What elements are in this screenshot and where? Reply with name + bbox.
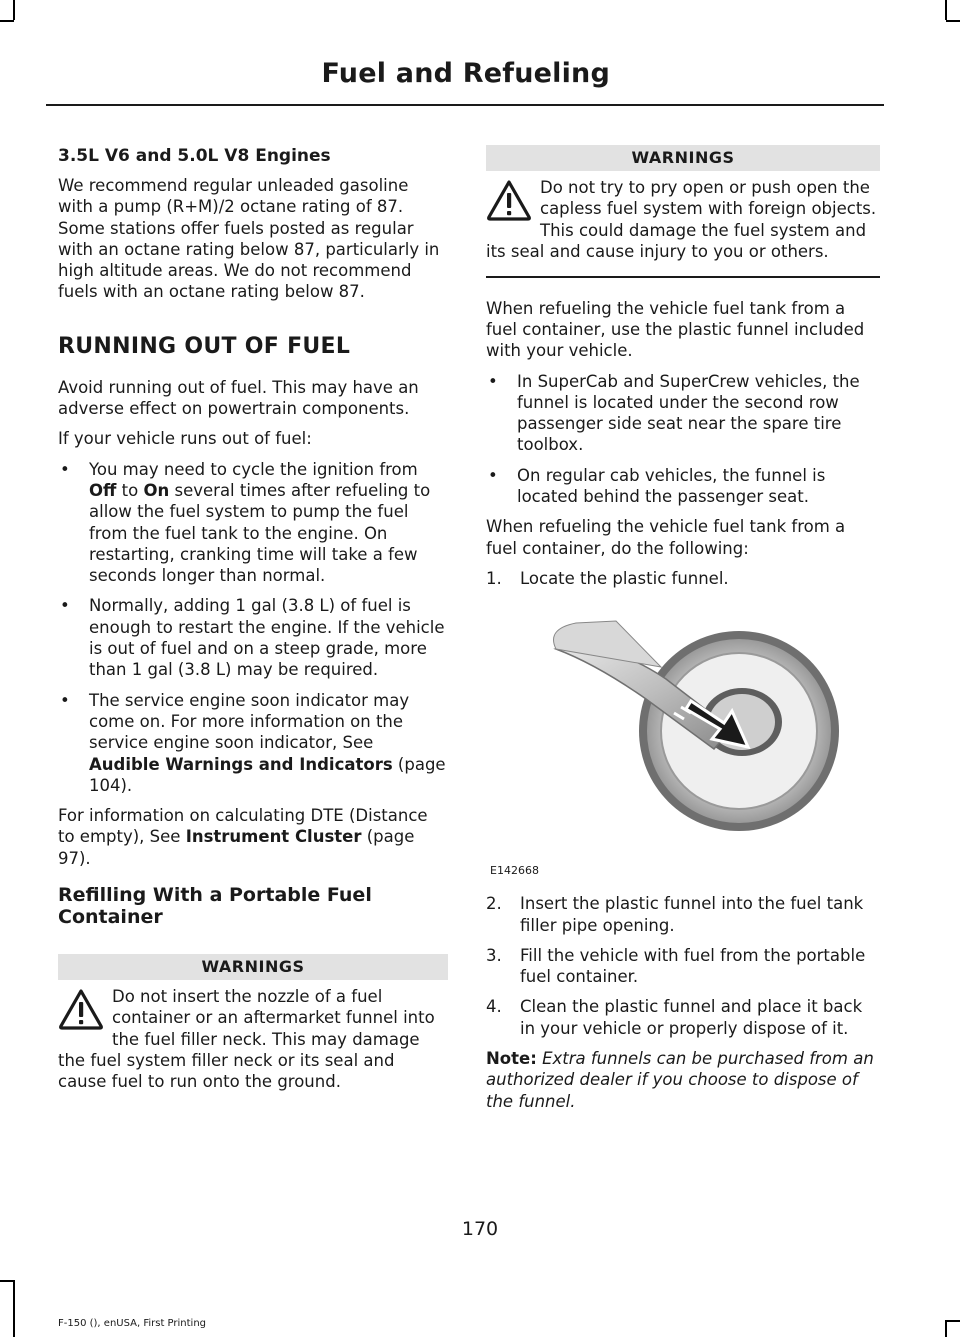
off-term: Off xyxy=(89,480,117,500)
step-text: Locate the plastic funnel. xyxy=(520,568,729,588)
steps-list-2 xyxy=(486,893,880,1039)
warnings-header: WARNINGS xyxy=(486,145,880,171)
step-text: Fill the vehicle with fuel from the portable fuel container. xyxy=(520,945,866,987)
dte-paragraph xyxy=(58,805,448,869)
text: several times after refueling to allow the fuel system to pump the fuel from the fuel tank to the engine. On restarting, cranking time will take a few seconds longer than normal. xyxy=(89,480,431,586)
step-text: Clean the plastic funnel and place it back in your vehicle or properly dispose of it. xyxy=(520,997,863,1038)
cross-reference-link[interactable]: Audible Warnings and Indicators xyxy=(89,754,393,774)
warning-triangle-icon xyxy=(486,179,532,221)
following-paragraph: When refueling the vehicle fuel tank from a fuel container, do the following: xyxy=(486,517,846,558)
right-column xyxy=(486,145,880,1121)
refill-heading: Refilling With a Portable Fuel Container xyxy=(58,884,372,929)
note-label: Note: xyxy=(486,1049,537,1069)
funnel-paragraph: When refueling the vehicle fuel tank from a fuel container, use the plastic funnel included with your vehicle. xyxy=(486,298,865,361)
steps-list-1 xyxy=(486,568,880,589)
list-item xyxy=(486,996,880,1039)
text: The service engine soon indicator may come on. For more information on the service engine soon indicator, See xyxy=(89,690,410,753)
step-number: 2. xyxy=(486,894,502,914)
footer-text: F-150 (), enUSA, First Printing xyxy=(58,1318,207,1329)
text: to xyxy=(116,480,144,500)
note-text: Extra funnels can be purchased from an authorized dealer if you choose to dispose of the funnel. xyxy=(486,1049,874,1111)
crop-mark xyxy=(946,1320,960,1322)
list-item xyxy=(486,945,880,988)
crop-mark xyxy=(13,0,15,20)
step-text: Insert the plastic funnel into the fuel tank filler pipe opening. xyxy=(520,894,864,935)
text: You may need to cycle the ignition from xyxy=(89,459,418,479)
warnings-header: WARNINGS xyxy=(58,954,448,980)
text: For information on calculating DTE (Distance to empty), See xyxy=(58,806,428,847)
crop-mark xyxy=(945,0,947,20)
page-number: 170 xyxy=(461,1218,499,1240)
engines-paragraph: We recommend regular unleaded gasoline with a pump (R+M)/2 octane rating of 87. Some stations offer fuels posted as regular with an octane rating below 87, particularly in high altitude areas. We do not recommend fuels with an octane rating below 87. xyxy=(58,176,440,302)
step-number: 1. xyxy=(486,568,502,588)
left-column xyxy=(58,145,448,1093)
list-item xyxy=(486,568,880,589)
header-rule xyxy=(46,104,884,106)
text: (page 97). xyxy=(58,827,415,868)
funnel-illustration-image xyxy=(486,619,880,859)
list-item: • On regular cab vehicles, the funnel is located behind the passenger seat. xyxy=(486,465,880,508)
list-item: • In SuperCab and SuperCrew vehicles, the funnel is located under the second row passenger side seat near the spare tire toolbox. xyxy=(486,371,880,456)
on-term: On xyxy=(143,480,170,500)
avoid-paragraph: Avoid running out of fuel. This may have an adverse effect on powertrain components. xyxy=(58,377,419,419)
warning-box xyxy=(486,177,880,262)
list-item xyxy=(486,893,880,936)
funnel-location-list xyxy=(486,371,880,508)
funnel-illustration xyxy=(486,619,880,881)
runs-out-list xyxy=(58,459,448,796)
figure-id: E142668 xyxy=(490,863,539,877)
list-item: • Normally, adding 1 gal (3.8 L) of fuel is enough to restart the engine. If the vehicle is out of fuel and on a steep grade, more than 1 gal (3.8 L) may be required. xyxy=(58,595,448,680)
cross-reference-link[interactable]: Instrument Cluster xyxy=(185,827,362,847)
runs-out-intro: If your vehicle runs out of fuel: xyxy=(58,429,312,449)
list-item xyxy=(58,690,448,796)
section-heading: RUNNING OUT OF FUEL xyxy=(58,333,351,359)
crop-mark xyxy=(946,20,960,22)
page-title: Fuel and Refueling xyxy=(321,58,610,89)
crop-mark xyxy=(0,1280,14,1282)
warning-text: Do not try to pry open or push open the capless fuel system with foreign objects. This could damage the fuel system and its seal and cause injury to you or others. xyxy=(486,178,877,261)
list-item xyxy=(58,459,448,587)
crop-mark xyxy=(945,1320,947,1337)
warning-triangle-icon xyxy=(58,988,104,1030)
warning-box xyxy=(58,986,448,1092)
engines-heading: 3.5L V6 and 5.0L V8 Engines xyxy=(58,146,331,166)
warning-text: Do not insert the nozzle of a fuel container or an aftermarket funnel into the fuel filler neck. This may damage the fuel system filler neck or its seal and cause fuel to run onto the ground. xyxy=(58,987,435,1092)
text: (page 104). xyxy=(89,754,446,795)
note-paragraph xyxy=(486,1048,880,1112)
step-number: 3. xyxy=(486,945,502,965)
step-number: 4. xyxy=(486,997,502,1017)
crop-mark xyxy=(13,1280,15,1337)
warning-rule xyxy=(486,276,880,278)
crop-mark xyxy=(0,20,14,22)
